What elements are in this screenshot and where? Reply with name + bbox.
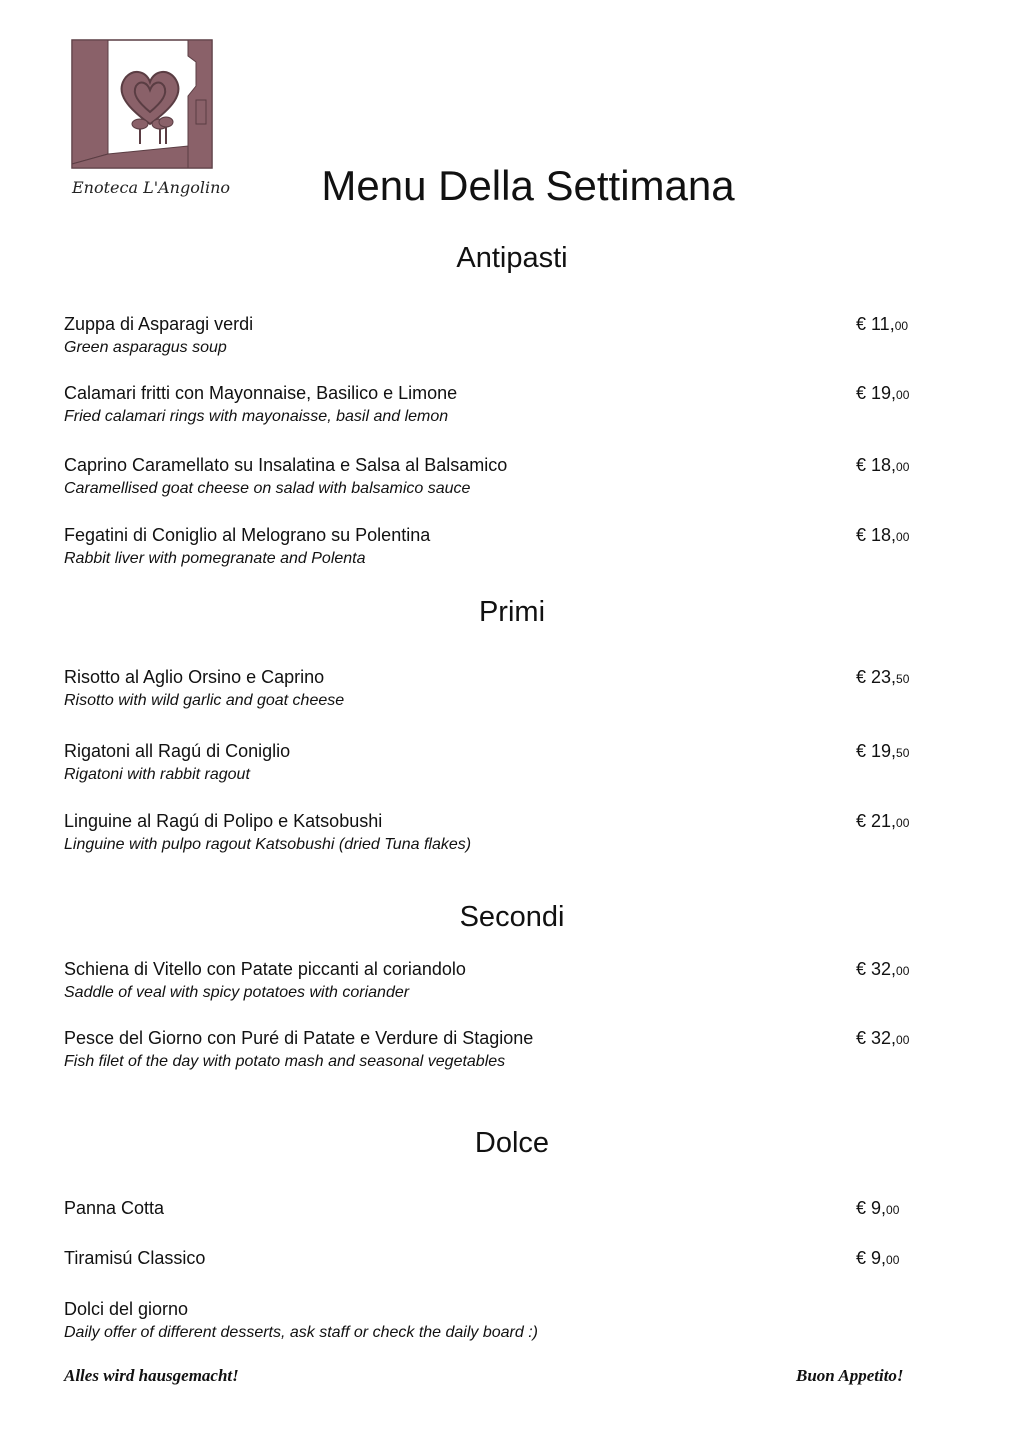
item-description: Fried calamari rings with mayonaisse, basil and lemon — [64, 408, 449, 425]
item-name: Calamari fritti con Mayonnaise, Basilico e Limone — [64, 383, 458, 403]
item-name: Risotto al Aglio Orsino e Caprino — [64, 667, 325, 687]
item-description: Rabbit liver with pomegranate and Polenta — [64, 550, 366, 567]
item-description: Risotto with wild garlic and goat cheese — [64, 692, 345, 709]
menu-item — [64, 312, 924, 360]
section-title-primi: Primi — [478, 596, 546, 628]
item-price: € 23,50 — [856, 667, 910, 687]
item-price: € 9,00 — [856, 1248, 900, 1268]
item-description: Saddle of veal with spicy potatoes with coriander — [64, 984, 410, 1001]
item-price: € 18,00 — [856, 455, 910, 475]
menu-item — [64, 453, 924, 501]
menu-item — [64, 1297, 924, 1345]
menu-item — [64, 1196, 924, 1220]
section-title-secondi: Secondi — [459, 901, 565, 933]
item-name: Zuppa di Asparagi verdi — [64, 314, 254, 334]
logo-text: Enoteca L'Angolino — [72, 178, 231, 197]
item-description: Rigatoni with rabbit ragout — [64, 766, 250, 783]
logo-illustration — [66, 36, 218, 176]
item-price: € 32,00 — [856, 1028, 910, 1048]
section-title-dolce: Dolce — [474, 1127, 550, 1159]
item-price: € 21,00 — [856, 811, 910, 831]
item-description: Green asparagus soup — [64, 339, 227, 356]
restaurant-logo — [66, 36, 231, 208]
menu-item — [64, 1026, 924, 1074]
footer-left-note: Alles wird hausgemacht! — [64, 1366, 239, 1385]
item-name: Dolci del giorno — [64, 1299, 189, 1319]
item-name: Caprino Caramellato su Insalatina e Salsa al Balsamico — [64, 455, 508, 475]
item-name: Pesce del Giorno con Puré di Patate e Verdure di Stagione — [64, 1028, 534, 1048]
menu-item — [64, 1246, 924, 1270]
item-price: € 9,00 — [856, 1198, 900, 1218]
item-description: Linguine with pulpo ragout Katsobushi (dried Tuna flakes) — [64, 836, 472, 853]
item-description: Caramellised goat cheese on salad with balsamico sauce — [64, 480, 471, 497]
item-name: Linguine al Ragú di Polipo e Katsobushi — [64, 811, 383, 831]
item-price: € 11,00 — [856, 314, 909, 334]
item-name: Rigatoni all Ragú di Coniglio — [64, 741, 291, 761]
item-name: Fegatini di Coniglio al Melograno su Polentina — [64, 525, 431, 545]
item-description: Daily offer of different desserts, ask staff or check the daily board :) — [64, 1324, 538, 1341]
item-name: Panna Cotta — [64, 1198, 165, 1218]
footer-right-note: Buon Appetito! — [796, 1366, 904, 1385]
menu-item — [64, 809, 924, 857]
item-price: € 19,00 — [856, 383, 910, 403]
menu-item — [64, 523, 924, 571]
item-name: Tiramisú Classico — [64, 1248, 206, 1268]
item-price: € 32,00 — [856, 959, 910, 979]
menu-item — [64, 665, 924, 713]
item-price: € 19,50 — [856, 741, 910, 761]
menu-item — [64, 381, 924, 429]
item-description: Fish filet of the day with potato mash and seasonal vegetables — [64, 1053, 506, 1070]
item-price: € 18,00 — [856, 525, 910, 545]
menu-item — [64, 957, 924, 1005]
menu-item — [64, 739, 924, 787]
section-title-antipasti: Antipasti — [456, 242, 568, 274]
menu-title: Menu Della Settimana — [321, 162, 735, 209]
item-name: Schiena di Vitello con Patate piccanti al coriandolo — [64, 959, 466, 979]
